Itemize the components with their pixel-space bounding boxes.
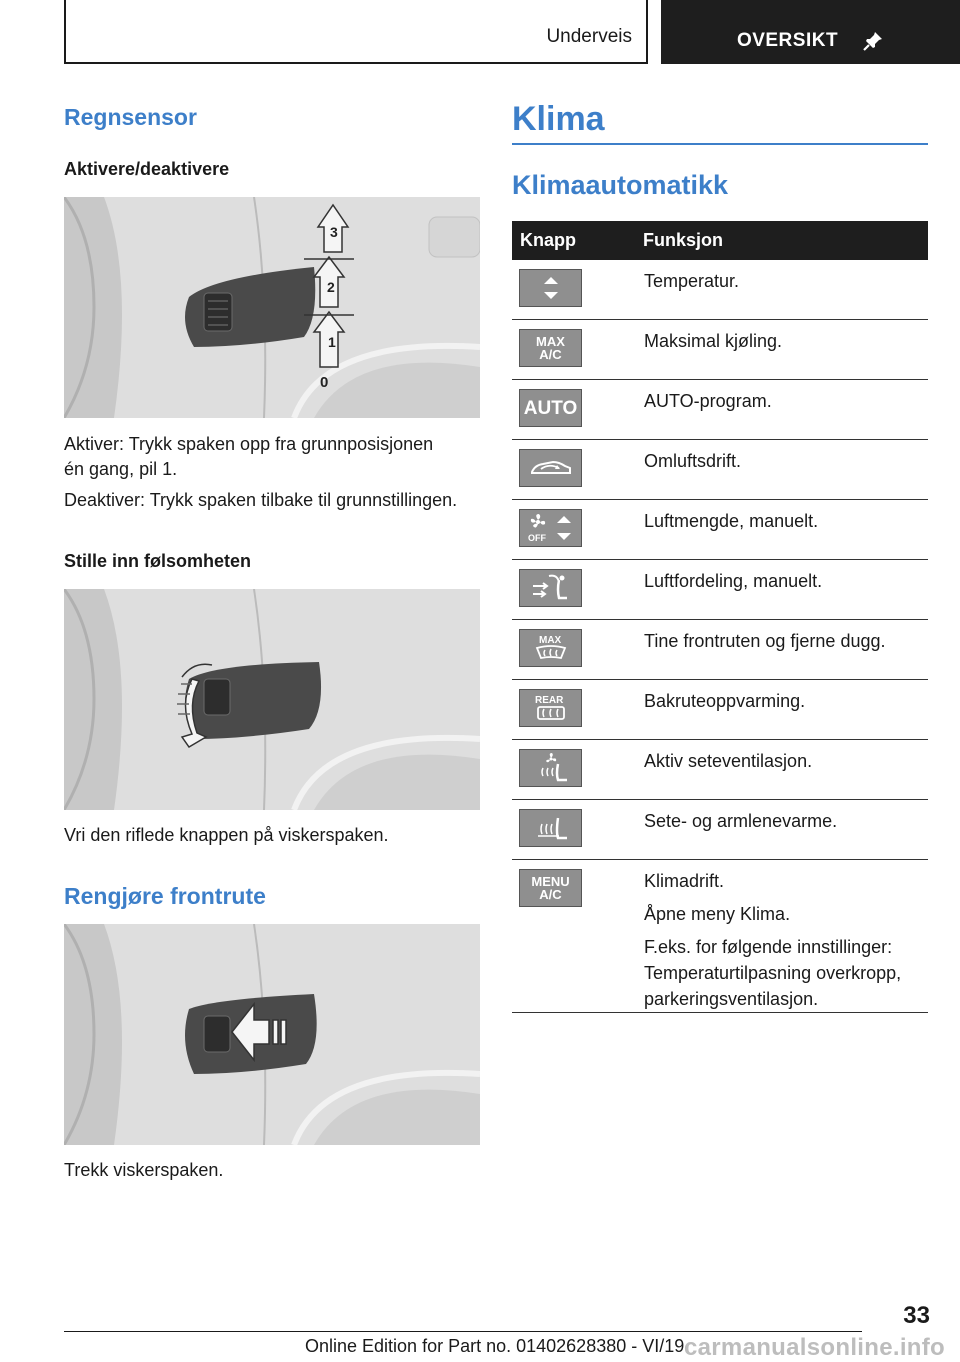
page-number: 33 [903,1302,930,1329]
svg-text:OFF: OFF [527,533,546,543]
subtitle-klimaautomatikk: Klimaautomatikk [512,170,729,200]
table-row [512,860,928,1013]
svg-text:REAR: REAR [534,695,563,706]
paragraph-trekk: Trekk viskerspaken. [64,1160,224,1180]
footer-divider [64,1331,862,1332]
rear-defrost-icon [519,689,582,727]
table-row [512,560,928,620]
section-title-rengjore: Rengjøre frontrute [64,883,266,909]
max-ac-icon: MAX A/C [519,329,582,367]
tab-oversikt-label: OVERSIKT [736,30,839,51]
tab-oversikt[interactable] [661,0,960,64]
wiper-stalk-up-image [64,197,480,418]
row-function-text: Aktiv seteventilasjon. [644,751,813,771]
table-row [512,620,928,680]
table-row [512,800,928,860]
row-function-text: Tine frontruten og fjerne dugg. [644,631,886,651]
table-row [512,440,928,500]
pin-icon [862,30,884,52]
row-function-text: Maksimal kjøling. [644,331,783,351]
row-function-text: Omluftsdrift. [644,451,742,471]
row-function-text: Temperatur. [644,271,740,291]
row-function-text [644,860,901,1012]
paragraph-vri: Vri den riflede knappen på viskerspaken. [64,825,389,845]
watermark: carmanualsonline.info [684,1334,946,1361]
header-knapp: Knapp [520,230,576,250]
wiper-stalk-pull-image [64,924,480,1145]
subheading-aktivere: Aktivere/deaktivere [64,159,230,179]
page-title-klima: Klima [512,100,928,145]
table-row [512,500,928,560]
table-row [512,680,928,740]
seat-ventilation-icon [519,749,582,787]
svg-text:MAX: MAX [538,635,561,646]
tab-underveis[interactable] [64,0,648,64]
row-function-text: AUTO-program. [644,391,772,411]
max-defrost-icon [519,629,582,667]
row-function-text: Luftfordeling, manuelt. [644,571,823,591]
section-title-regnsensor: Regnsensor [64,104,197,130]
subheading-folsomhet: Stille inn følsomheten [64,551,252,571]
klimadrift-line-1: Klimadrift. [644,871,725,891]
klimadrift-line-2: Åpne meny Klima. [644,904,791,924]
row-function-text: Sete- og armlenevarme. [644,811,838,831]
table-row [512,380,928,440]
arrow-label-2: 2 [327,279,335,295]
row-function-text: Bakruteoppvarming. [644,691,806,711]
arrow-label-0: 0 [320,374,329,391]
paragraph-aktiver: Aktiver: Trykk spaken opp fra grunnposisjonen [64,434,434,454]
table-header [512,221,928,260]
paragraph-aktiver-cont: én gang, pil 1. [64,459,178,479]
klimadrift-line-4: Temperaturtilpasning overkropp, [644,963,902,983]
wiper-stalk-rotate-image [64,589,480,810]
tab-underveis-label: Underveis [546,26,632,47]
table-row [512,740,928,800]
climate-buttons-table [512,221,928,1013]
table-row [512,260,928,320]
footer-edition: Online Edition for Part no. 01402628380 - VI/19 [305,1336,685,1356]
klimadrift-line-3: F.eks. for følgende innstillinger: [644,937,893,957]
air-distribution-icon [519,569,582,607]
auto-icon: AUTO [519,389,582,427]
menu-ac-icon: MENU A/C [519,869,582,907]
recirculation-car-icon [519,449,582,487]
arrow-label-3: 3 [330,224,338,240]
seat-heating-icon [519,809,582,847]
fan-off-icon [519,509,582,547]
paragraph-deaktiver: Deaktiver: Trykk spaken tilbake til grunnstillingen. [64,490,458,510]
temperature-arrows-icon [519,269,582,307]
header-funksjon: Funksjon [643,230,723,250]
row-function-text: Luftmengde, manuelt. [644,511,819,531]
arrow-label-1: 1 [328,334,336,350]
table-row [512,320,928,380]
klimadrift-line-5: parkeringsventilasjon. [644,989,819,1009]
